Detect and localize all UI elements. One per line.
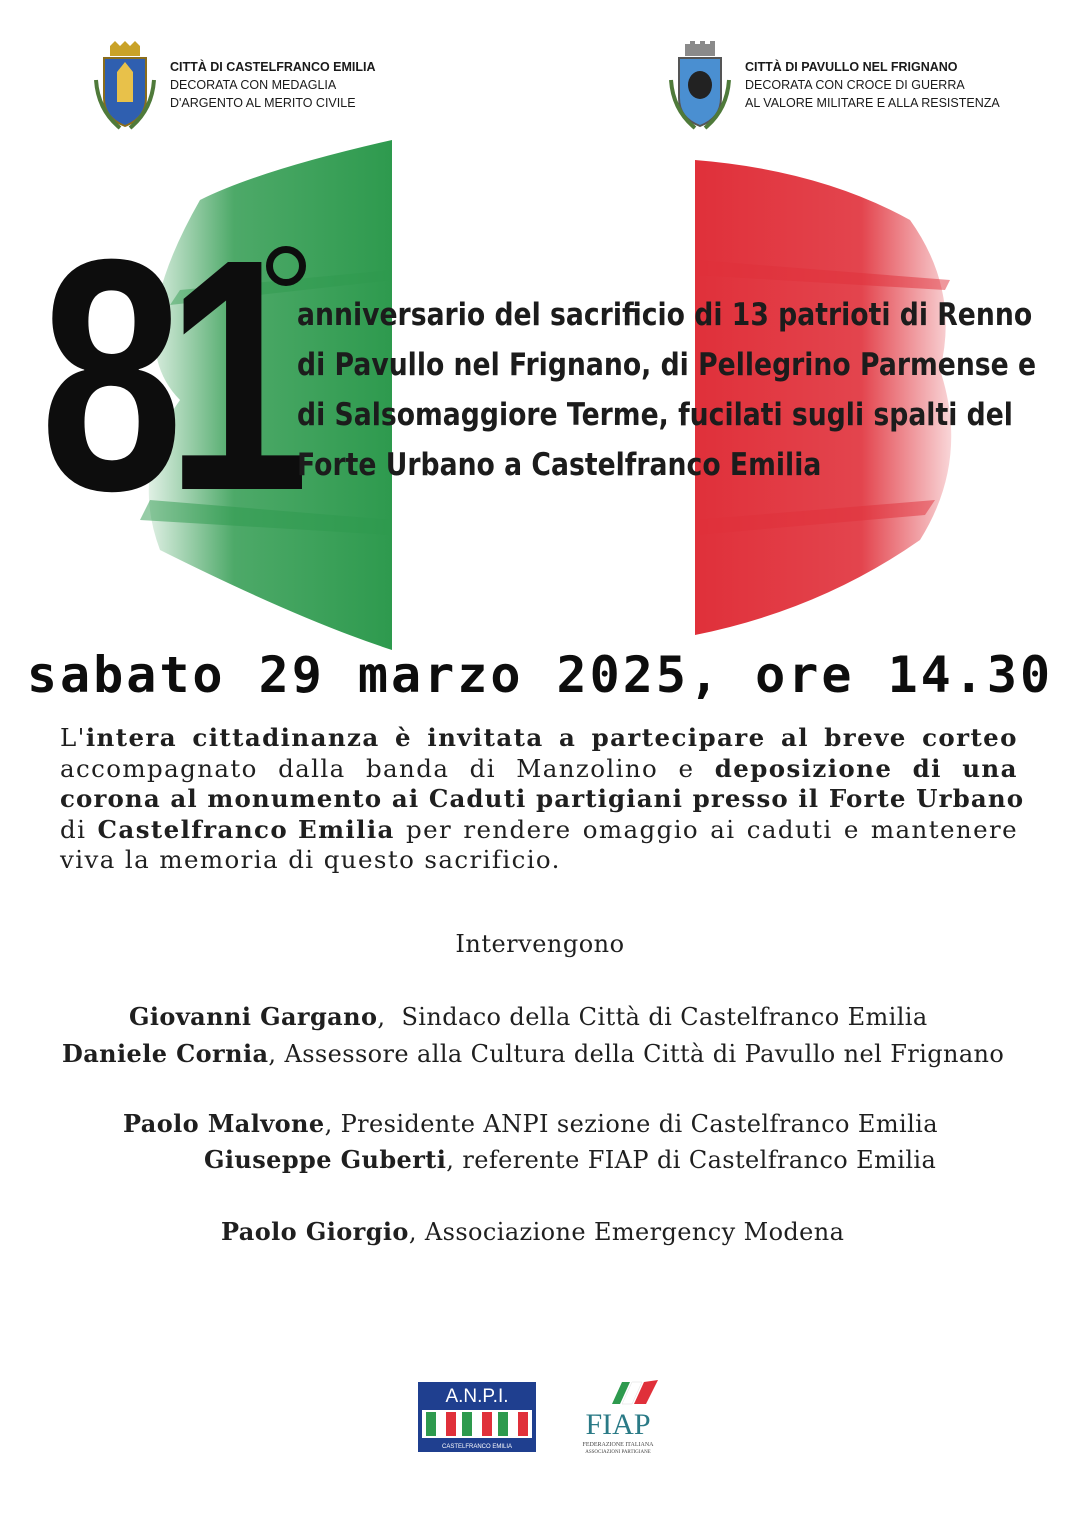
body-word: partecipare [591, 723, 766, 752]
anpi-subtitle: CASTELFRANCO EMILIA [441, 1444, 513, 1450]
headline-line-1: anniversario del sacrificio di 13 patrioti di Renno [297, 297, 1033, 333]
body-word: ai [710, 814, 736, 844]
body-word: Manzolino [516, 753, 659, 783]
header-right-line2: DECORATA CON CROCE DI GUERRA [745, 78, 965, 92]
fiap-subtitle-2: ASSOCIAZIONI PARTIGIANE [585, 1450, 651, 1455]
pavullo-crest-icon [665, 40, 735, 135]
anpi-logo [418, 1382, 536, 1452]
body-line-5 [60, 845, 1018, 876]
body-line-5-text: viva la memoria di questo sacrificio. [60, 845, 561, 874]
body-word: omaggio [582, 814, 700, 844]
invitation-paragraph [60, 723, 1025, 876]
body-word: di [912, 753, 942, 783]
body-word: invitata [427, 723, 544, 752]
body-word: banda [365, 753, 450, 783]
speaker-name: Paolo Malvone [123, 1109, 325, 1138]
anpi-name: A.N.P.I. [445, 1386, 509, 1407]
body-word: intera [85, 723, 178, 752]
headline-line-4: Forte Urbano a Castelfranco Emilia [297, 447, 822, 483]
body-word: corteo [922, 723, 1018, 752]
body-word: al [780, 723, 809, 752]
speaker-name: Paolo Giorgio [221, 1217, 409, 1246]
event-date: sabato 29 marzo 2025, ore 14.30 [26, 646, 1054, 704]
body-line-1 [60, 723, 1018, 754]
body-line-2 [60, 754, 1018, 785]
body-word: caduti [746, 814, 833, 844]
header-right-city: CITTÀ DI PAVULLO NEL FRIGNANO [745, 60, 958, 74]
body-word: a [558, 723, 577, 752]
body-word: di [469, 753, 496, 783]
body-line-3-text: corona al monumento ai Caduti partigiani presso il Forte Urbano [60, 784, 1025, 813]
fiap-name: FIAP [585, 1408, 651, 1441]
body-word: dalla [278, 753, 346, 783]
body-line-3 [60, 784, 1025, 815]
headline-line-2: di Pavullo nel Frignano, di Pellegrino Parmense e [297, 347, 1037, 383]
body-word: una [962, 753, 1018, 783]
speaker-role: , Presidente ANPI sezione di Castelfranco Emilia [324, 1110, 938, 1138]
body-word: breve [824, 723, 907, 752]
speaker-role: , Assessore alla Cultura della Città di Pavullo nel Frignano [268, 1040, 1005, 1068]
header-left-line2: DECORATA CON MEDAGLIA [170, 78, 337, 92]
speaker-row [123, 1109, 938, 1138]
body-word: è [395, 723, 413, 752]
fiap-logo [574, 1376, 666, 1456]
fiap-subtitle-1: FEDERAZIONE ITALIANA [582, 1442, 654, 1448]
header-left-city: CITTÀ DI CASTELFRANCO EMILIA [170, 60, 376, 74]
speaker-name: Giovanni Gargano [129, 1002, 378, 1031]
body-word: per [406, 814, 453, 844]
header-right-line3: AL VALORE MILITARE E ALLA RESISTENZA [745, 96, 1000, 110]
speaker-row [129, 1002, 928, 1031]
body-word: L' [60, 723, 86, 752]
body-word: mantenere [870, 814, 1018, 844]
body-word: e [843, 814, 860, 844]
speaker-role: , Sindaco della Città di Castelfranco Emilia [377, 1003, 928, 1031]
speaker-row [221, 1217, 844, 1246]
body-word: Castelfranco Emilia [97, 814, 395, 844]
degree-symbol [266, 246, 306, 286]
body-word: accompagnato [60, 753, 258, 783]
header-castelfranco [90, 40, 376, 135]
speaker-role: , referente FIAP di Castelfranco Emilia [446, 1146, 937, 1174]
body-word: deposizione [714, 753, 893, 783]
body-word: cittadinanza [192, 723, 380, 752]
speaker-name: Daniele Cornia [62, 1039, 269, 1068]
header-left-line3: D'ARGENTO AL MERITO CIVILE [170, 96, 356, 110]
castelfranco-crest-icon [90, 40, 160, 135]
headline-line-3: di Salsomaggiore Terme, fucilati sugli spalti del [297, 397, 1013, 433]
header-pavullo [665, 40, 1000, 135]
body-word: e [678, 753, 695, 783]
body-word: di [60, 814, 87, 844]
speakers-heading: Intervengono [455, 930, 625, 958]
speaker-row [62, 1039, 1004, 1068]
speaker-name: Giuseppe Guberti [204, 1145, 447, 1174]
body-line-4 [60, 815, 1018, 846]
anniversary-headline [297, 290, 1037, 490]
anniversary-number: 81 [40, 190, 292, 559]
speaker-row [204, 1145, 936, 1174]
speaker-role: , Associazione Emergency Modena [408, 1218, 845, 1246]
body-word: rendere [463, 814, 572, 844]
